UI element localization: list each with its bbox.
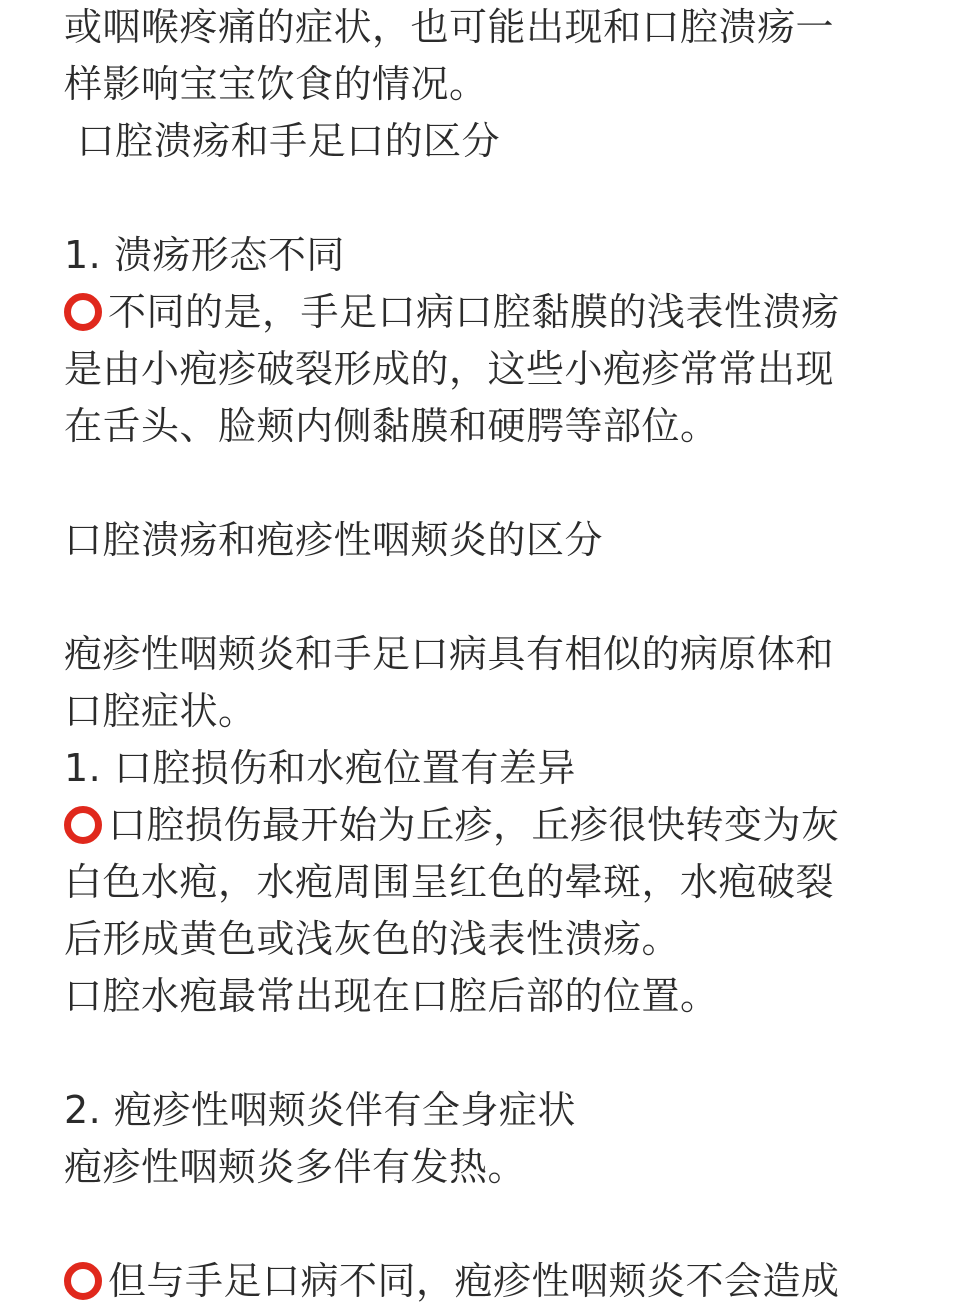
- text-segment: 不同的是，手足口病口腔黏膜的浅表性溃疡: [108, 290, 840, 334]
- blank-line: [64, 1025, 894, 1082]
- text-line: 白色水疱，水疱周围呈红色的晕斑，水疱破裂: [64, 860, 835, 904]
- bullet-line: [64, 1253, 894, 1310]
- text-line: 疱疹性咽颊炎和手足口病具有相似的病原体和: [64, 632, 835, 676]
- subheading: 2. 疱疹性咽颊炎伴有全身症状: [64, 1088, 576, 1132]
- blank-line: [64, 1196, 894, 1253]
- text-line: 或咽喉疼痛的症状，也可能出现和口腔溃疡一: [64, 5, 835, 49]
- blank-line: [64, 455, 894, 512]
- text-line: 后形成黄色或浅灰色的浅表性溃疡。: [64, 917, 681, 961]
- blank-line: [64, 170, 894, 227]
- red-circle-icon: [64, 806, 102, 844]
- text-segment: 但与手足口病不同，疱疹性咽颊炎不会造成: [108, 1259, 840, 1303]
- text-line: 口腔水疱最常出现在口腔后部的位置。: [64, 974, 719, 1018]
- text-segment: 口腔损伤最开始为丘疹，丘疹很快转变为灰: [108, 803, 840, 847]
- text-line: 口腔症状。: [64, 689, 257, 733]
- text-line: 样影响宝宝饮食的情况。: [64, 62, 488, 106]
- section-heading: 口腔溃疡和疱疹性咽颊炎的区分: [64, 518, 604, 562]
- text-line: 疱疹性咽颊炎多伴有发热。: [64, 1145, 527, 1189]
- text-line: 是由小疱疹破裂形成的，这些小疱疹常常出现: [64, 347, 835, 391]
- bullet-line: [64, 284, 894, 341]
- article-body: [64, 0, 894, 1310]
- bullet-line: [64, 797, 894, 854]
- section-heading: 口腔溃疡和手足口的区分: [64, 119, 501, 163]
- blank-line: [64, 569, 894, 626]
- subheading: 1. 溃疡形态不同: [64, 233, 345, 277]
- subheading: 1. 口腔损伤和水疱位置有差异: [64, 746, 576, 790]
- red-circle-icon: [64, 1262, 102, 1300]
- red-circle-icon: [64, 293, 102, 331]
- text-line: 在舌头、脸颊内侧黏膜和硬腭等部位。: [64, 404, 719, 448]
